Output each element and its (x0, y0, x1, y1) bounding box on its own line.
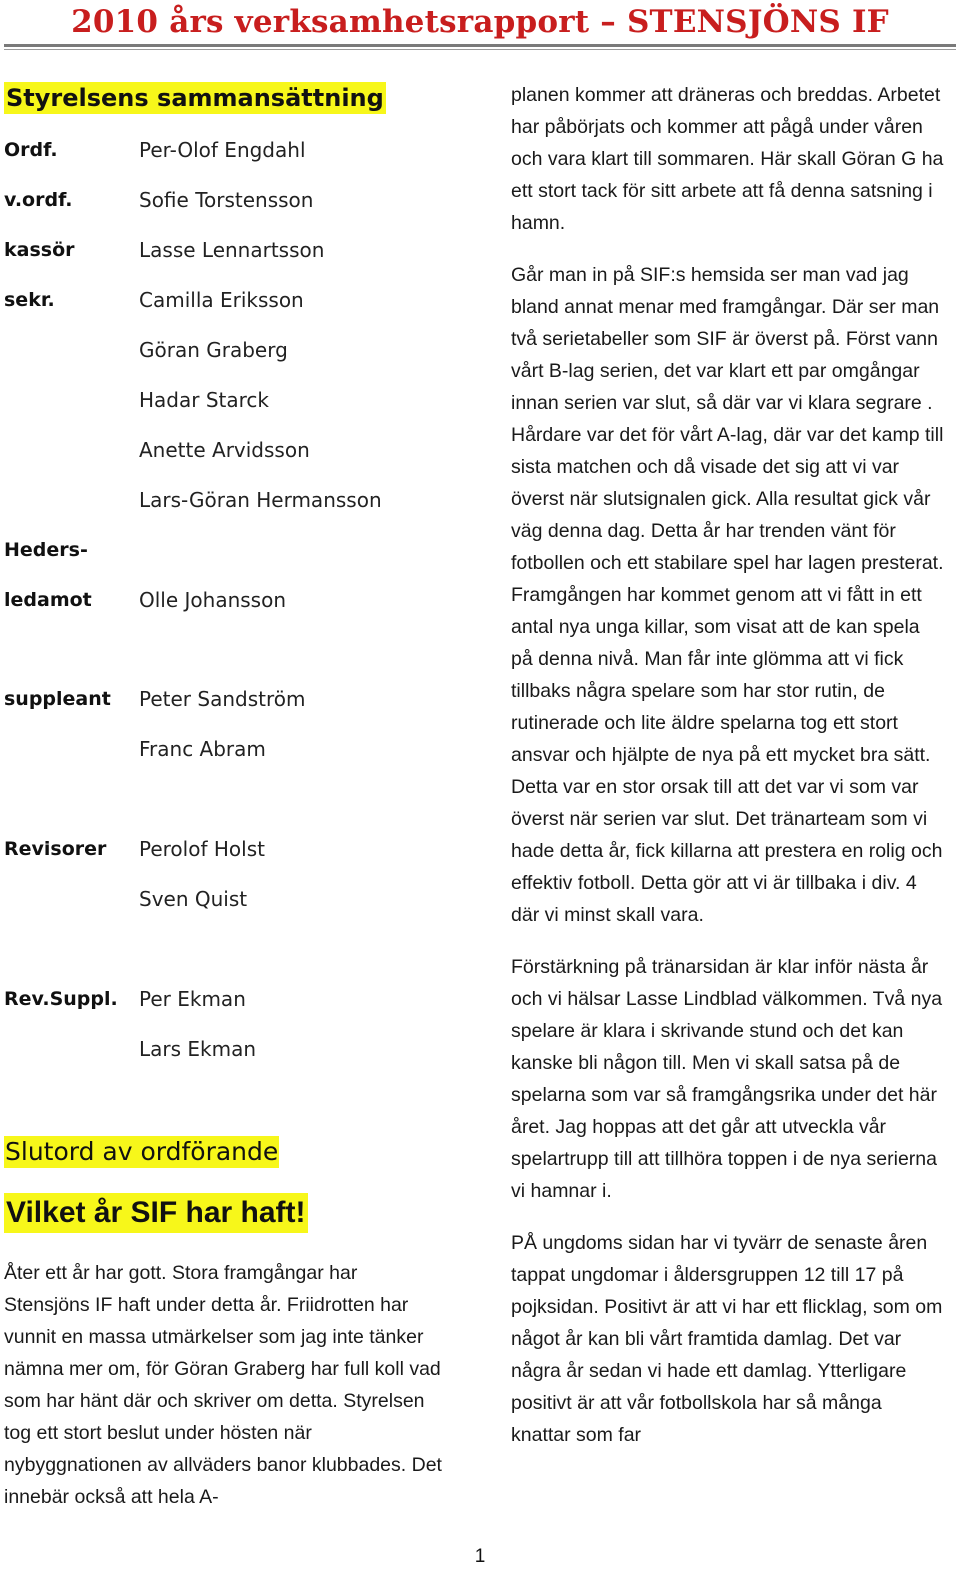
board-member-name: Peter Sandström (139, 687, 306, 711)
board-member-name: Lars Ekman (139, 1037, 257, 1061)
board-member-name: Sven Quist (139, 887, 248, 911)
closing-heading: Slutord av ordförande (5, 1137, 279, 1166)
right-column (511, 79, 946, 1471)
role-revsuppl: Rev.Suppl. (4, 988, 118, 1010)
board-member-name: Göran Graberg (139, 338, 288, 362)
paragraph: Går man in på SIF:s hemsida ser man vad jag bland annat menar med framgångar. Där ser man två serietabeller som SIF är överst på. Först vann vårt B-lag serien, det var klart ett par omgångar innan serien var slut, så där var vi klara segrare . Hårdare var det för vårt A-lag, där var det kamp till sista matchen och då visade det sig att vi var överst när slutsignalen gick. Alla resultat gick vår väg denna dag. Detta år har trenden vänt för fotbollen och ett stabilare spel har lagen presterat. Framgången har kommet genom att vi fått in ett antal nya unga killar, som visat att de kan spela på denna nivå. Man får inte glömma att vi fick tillbaks några spelare som har stor rutin, de rutinerade och lite äldre spelarna tog ett stort ansvar och hjälpte de nya på ett mycket bra sätt. Detta var en stor orsak till att det var vi som var överst när serien var slut. Det tränarteam som vi hade detta år, fick killarna att prestera en rolig och effektiv fotboll. Detta gör att vi är tillbaka i div. 4 där vi minst skall vara. (511, 264, 944, 926)
closing-intro-paragraph: Åter ett år har gott. Stora framgångar har Stensjöns IF haft under detta år. Friidrotten har vunnit en massa utmärkelser som jag inte tänker nämna mer om, för Göran Graberg har full koll vad som har hänt där och skriver om detta. Styrelsen tog ett stort beslut under hösten när nybyggnationen av allväders banor klubbades. Det innebär också att hela A- (4, 1262, 442, 1508)
board-member-name: Perolof Holst (139, 837, 265, 861)
board-member-name: Olle Johansson (139, 588, 287, 612)
board-member-name: Hadar Starck (139, 388, 269, 412)
role-kassor: kassör (4, 239, 75, 261)
role-heders-line1: Heders- (4, 539, 88, 561)
board-member-name: Per-Olof Engdahl (139, 138, 306, 162)
closing-subheading: Vilket år SIF har haft! (4, 1193, 308, 1233)
role-heders-line2: ledamot (4, 589, 92, 611)
board-member-name: Sofie Torstensson (139, 188, 314, 212)
header-rule-thick (4, 44, 956, 47)
board-member-name: Franc Abram (139, 737, 266, 761)
role-ordf: Ordf. (4, 139, 58, 161)
board-member-name: Camilla Eriksson (139, 288, 304, 312)
page-number: 1 (474, 1546, 486, 1567)
role-sekr: sekr. (4, 289, 55, 311)
board-heading: Styrelsens sammansättning (6, 84, 384, 112)
paragraph: PÅ ungdoms sidan har vi tyvärr de senaste åren tappat ungdomar i åldersgruppen 12 till 17 på pojksidan. Positivt är att vi har ett flicklag, som om något år kan bli vårt framtida damlag. Det var några år sedan vi hade ett damlag. Ytterligare positivt är att vår fotbollskola har så många knattar som far (511, 1232, 943, 1446)
paragraph: Förstärkning på tränarsidan är klar inför nästa år och vi hälsar Lasse Lindblad välkommen. Två nya spelare är klara i skrivande stund och det kan kanske bli någon till. Men vi skall satsa på de spelarna som var så framgångsrika under det här året. Jag hoppas att det går att utveckla vår spelartrupp till att tillhöra toppen i de nya serierna vi hamnar i. (511, 956, 943, 1202)
role-suppleant: suppleant (4, 688, 111, 710)
role-vordf: v.ordf. (4, 189, 73, 211)
board-member-name: Lars-Göran Hermansson (139, 488, 382, 512)
board-member-name: Per Ekman (139, 987, 246, 1011)
paragraph: planen kommer att dräneras och breddas. Arbetet har påbörjats och kommer att pågå under våren och vara klart till sommaren. Här skall Göran G ha ett stort tack för sitt arbete att få denna satsning i hamn. (511, 84, 944, 234)
header-rule-thin (4, 49, 956, 50)
board-member-name: Lasse Lennartsson (139, 238, 325, 262)
document-title: 2010 års verksamhetsrapport – STENSJÖNS IF (71, 4, 889, 40)
board-member-name: Anette Arvidsson (139, 438, 310, 462)
role-revisorer: Revisorer (4, 838, 107, 860)
